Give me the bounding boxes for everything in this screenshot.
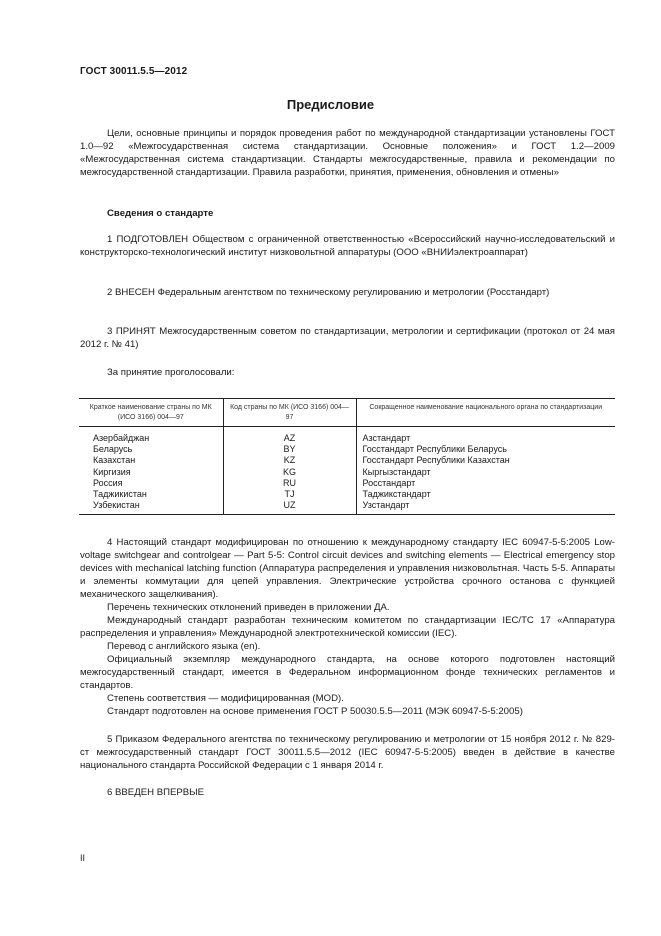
table-header-country: Краткое наименование страны по МК (ИСО 3166) 004—97: [79, 399, 223, 427]
item-5-paragraph: 5 Приказом Федерального агентства по техническому регулированию и метрологии от 15 ноября 2012 г. № 829-ст межгосударственный стандарт ГОСТ 30011.5.5—2012 (IEC 60947-5-5:2005) введен в действие в качестве национального стандарта Российской Федерации с 1 января 2014 г.: [80, 734, 615, 771]
table-row: [79, 478, 615, 489]
item-4-basis: Стандарт подготовлен на основе применения ГОСТ Р 50030.5.5—2011 (МЭК 60947-5-5:2005): [107, 706, 523, 717]
standards-body: Таджикстандарт: [356, 489, 615, 500]
document-header: ГОСТ 30011.5.5—2012: [80, 66, 188, 77]
table-row: [79, 467, 615, 478]
country-name: Азербайджан: [93, 433, 150, 443]
country-code: UZ: [223, 500, 356, 515]
item-2-paragraph: 2 ВНЕСЕН Федеральным агентством по техническому регулированию и метрологии (Росстандарт): [107, 287, 550, 298]
intro-paragraph: Цели, основные принципы и порядок проведения работ по международной стандартизации установлены ГОСТ 1.0—92 «Межгосударственная система стандартизации. Основные положения» и ГОСТ 1.2—2009 «Межгосударственная система стандартизации. Стандарты межгосударственные, правила и рекомендации по межгосударственной стандартизации. Правила разработки, принятия, применения, обновления и отмены»: [80, 128, 615, 178]
country-name: Узбекистан: [79, 500, 223, 515]
standards-body: Азстандарт: [356, 427, 615, 445]
country-name: Казахстан: [93, 455, 136, 466]
table-row: [79, 500, 615, 515]
standards-body: Госстандарт Республики Беларусь: [356, 444, 615, 455]
country-name: Таджикистан: [93, 489, 147, 500]
standards-body: Росстандарт: [356, 478, 615, 489]
table-header-code: Код страны по МК (ИСО 3166) 004—97: [223, 399, 356, 427]
page-title: Предисловие: [286, 97, 375, 112]
country-code: TJ: [223, 489, 356, 500]
countries-table: [79, 398, 615, 515]
item-3-paragraph: 3 ПРИНЯТ Межгосударственным советом по стандартизации, метрологии и сертификации (протокол от 24 мая 2012 г. № 41): [80, 326, 615, 350]
item-4-translation: Перевод с английского языка (en).: [107, 641, 261, 652]
standards-body: Госстандарт Республики Казахстан: [356, 455, 615, 466]
page-number: II: [80, 853, 86, 863]
country-name: Киргизия: [93, 466, 131, 477]
table-row: [79, 489, 615, 500]
country-code: BY: [223, 444, 356, 455]
item-4-official-copy: Официальный экземпляр международного стандарта, на основе которого подготовлен настоящий межгосударственный стандарт, имеется в Федеральном информационном фонде технических регламентов и стандартов.: [80, 654, 615, 691]
table-header-body: Сокращенное наименование национального органа по стандартизации: [356, 399, 615, 427]
country-code: KG: [223, 467, 356, 478]
item-4-committee: Международный стандарт разработан техническим комитетом по стандартизации IEC/TC 17 «Аппаратура распределения и управления» Международной электротехнической комиссии (IEC).: [80, 615, 615, 639]
standards-body: Кыргызстандарт: [356, 467, 615, 478]
item-6-paragraph: 6 ВВЕДЕН ВПЕРВЫЕ: [107, 787, 205, 798]
voted-label: За принятие проголосовали:: [107, 367, 235, 378]
country-name: Беларусь: [93, 444, 133, 455]
country-code: AZ: [223, 427, 356, 445]
item-1-paragraph: 1 ПОДГОТОВЛЕН Обществом с ограниченной ответственностью «Всероссийский научно-исследовательский и конструкторско-технологический институт низковольтной аппаратуры (ООО «ВНИИэлектроаппарат): [80, 234, 615, 258]
table-row: [79, 455, 615, 466]
table-row: [79, 427, 615, 445]
country-name: Россия: [93, 477, 123, 488]
country-code: KZ: [223, 455, 356, 466]
item-4-degree: Степень соответствия — модифицированная (MOD).: [107, 693, 344, 704]
country-code: RU: [223, 478, 356, 489]
standards-body: Узстандарт: [356, 500, 615, 515]
table-row: [79, 444, 615, 455]
section-heading: Сведения о стандарте: [107, 208, 214, 219]
item-4-paragraph: 4 Настоящий стандарт модифицирован по отношению к международному стандарту IEC 60947-5-5:2005 Low-voltage switchgear and controlgear — Part 5-5: Control circuit devices and switching elements — Electrical emergency stop devices with mechanical latching function (Аппаратура распределения и управления низковольтная. Часть 5-5. Аппараты и элементы коммутации для цепей управления. Электрические устройства срочного останова с функцией механического защелкивания).: [80, 537, 615, 600]
item-4-deviations: Перечень технических отклонений приведен в приложении ДА.: [107, 602, 390, 613]
